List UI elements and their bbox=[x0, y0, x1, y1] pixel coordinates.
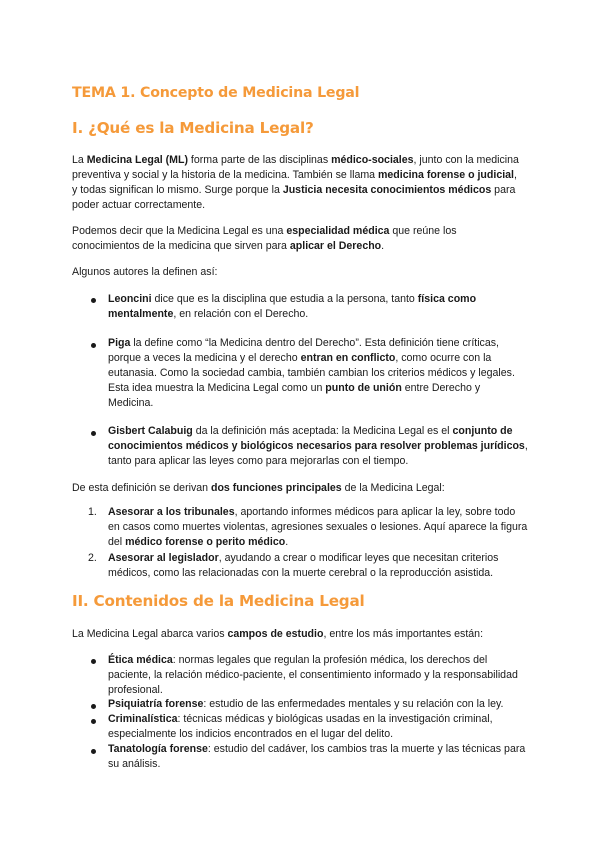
bullet-marker bbox=[91, 719, 96, 724]
bullet-marker bbox=[91, 431, 96, 436]
bullet-marker bbox=[91, 659, 96, 664]
paragraph-authors-intro: Algunos autores la definen así: bbox=[72, 266, 218, 278]
list-item-forensic-thanatology: Tanatología forense: estudio del cadáver, los cambios tras la muerte y las técnicas para su análisis. bbox=[108, 743, 526, 770]
list-item-leoncini: Leoncini dice que es la disciplina que estudia a la persona, tanto física como mentalmente, en relación con el Derecho. bbox=[108, 293, 477, 320]
list-item-gisbert-calabuig: Gisbert Calabuig da la definición más aceptada: la Medicina Legal es el conjunto de conocimientos médicos y biológicos necesarios para resolver problemas jurídicos, tanto para aplicar las leyes como para mejorarlas con el tiempo. bbox=[108, 425, 528, 467]
list-item-function-legislator: Asesorar al legislador, ayudando a crear o modificar leyes que necesitan criterios médicos, como las relacionadas con la muerte cerebral o la reproducción asistida. bbox=[108, 552, 499, 579]
list-item-medical-ethics: Ética médica: normas legales que regulan la profesión médica, los derechos del paciente, la relación médico-paciente, el consentimiento informado y la responsabilidad profesional. bbox=[108, 654, 518, 696]
document-title: TEMA 1. Concepto de Medicina Legal bbox=[72, 85, 360, 101]
list-item-criminalistics: Criminalística: técnicas médicas y biológicas usadas en la investigación criminal, especialmente los indicios encontrados en el lugar del delito. bbox=[108, 713, 493, 740]
list-number: 2. bbox=[88, 552, 97, 564]
paragraph-fields-intro: La Medicina Legal abarca varios campos de estudio, entre los más importantes están: bbox=[72, 628, 484, 640]
list-number: 1. bbox=[88, 506, 97, 518]
bullet-marker bbox=[91, 704, 96, 709]
section-heading-2: II. Contenidos de la Medicina Legal bbox=[72, 592, 365, 610]
section-heading-1: I. ¿Qué es la Medicina Legal? bbox=[72, 119, 314, 137]
paragraph-functions-intro: De esta definición se derivan dos funciones principales de la Medicina Legal: bbox=[72, 482, 445, 494]
bullet-marker bbox=[91, 343, 96, 348]
paragraph-intro: La Medicina Legal (ML) forma parte de las disciplinas médico-sociales, junto con la medicina preventiva y social y la historia de la medicina. También se llama medicina forense o judicial, y todas significan lo mismo. Surge porque la Justicia necesita conocimientos médicos para poder actuar correctamente. bbox=[72, 154, 519, 211]
bullet-marker bbox=[91, 749, 96, 754]
list-item-piga: Piga la define como “la Medicina dentro del Derecho”. Esta definición tiene críticas, porque a veces la medicina y el derecho entran en conflicto, como ocurre con la eutanasia. Como la sociedad cambia, también cambian los criterios médicos y legales. Esta idea muestra la Medicina Legal como un punto de unión entre Derecho y Medicina. bbox=[108, 337, 515, 409]
list-item-function-courts: Asesorar a los tribunales, aportando informes médicos para aplicar la ley, sobre todo en casos como muertes violentas, agresiones sexuales o lesiones. Aquí aparece la figura del médico forense o perito médico. bbox=[108, 506, 528, 548]
bullet-marker bbox=[91, 298, 96, 303]
list-item-forensic-psychiatry: Psiquiatría forense: estudio de las enfermedades mentales y su relación con la ley. bbox=[108, 698, 504, 710]
paragraph-specialty: Podemos decir que la Medicina Legal es una especialidad médica que reúne los conocimientos de la medicina que sirven para aplicar el Derecho. bbox=[72, 225, 457, 252]
